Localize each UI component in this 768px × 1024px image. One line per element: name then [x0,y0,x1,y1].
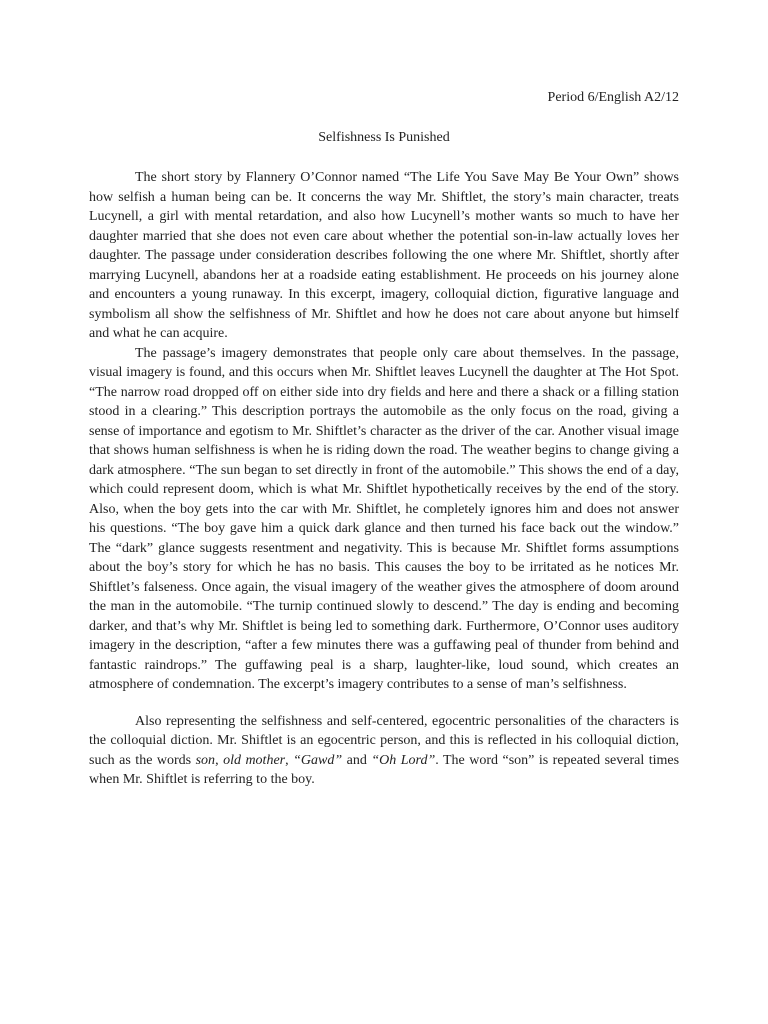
diction-separator: , [285,752,294,768]
course-header: Period 6/English A2/12 [547,90,679,105]
paragraph-diction [89,712,679,790]
diction-separator: and [342,752,372,768]
diction-term-son: son [195,752,216,768]
diction-outro-text: . The word “son” is repeated several times when Mr. Shiftlet is referring to the boy. [89,752,680,787]
diction-intro-text: Also representing the selfishness and self-centered, egocentric personalities of the characters is the colloquial diction. Mr. Shiftlet is an egocentric person, and this is reflected in his colloquial diction, such as the words [89,713,679,768]
essay-title: Selfishness Is Punished [318,130,450,145]
diction-term-oh-lord: “Oh Lord” [371,752,436,768]
paragraph-imagery: The passage’s imagery demonstrates that people only care about themselves. In the passage, visual imagery is found, and this occurs when Mr. Shiftlet leaves Lucynell the daughter at The Hot Spot. “The narrow road dropped off on either side into dry fields and here and there a shack or a filling station stood in a clearing.” This description portrays the automobile as the only focus on the road, giving a sense of importance and egotism to Mr. Shiftlet’s character as the driver of the car. Another visual image that shows human selfishness is when he is riding down the road. The weather begins to change giving a dark atmosphere. “The sun began to set directly in front of the automobile.” This shows the end of a day, which could represent doom, which is what Mr. Shiftlet hypothetically receives by the end of the story. Also, when the boy gets into the car with Mr. Shiftlet, he completely ignores him and does not answer his questions. “The boy gave him a quick dark glance and then turned his face back out the window.” The “dark” glance suggests resentment and negativity. This is because Mr. Shiftlet forms assumptions about the boy’s story for which he has no basis. This causes the boy to be irritated as he notices Mr. Shiftlet’s falseness. Once again, the visual imagery of the weather gives the atmosphere of doom around the man in the automobile. “The turnip continued slowly to descend.” The day is ending and becoming darker, and that’s why Mr. Shiftlet is being led to something dark. Furthermore, O’Connor uses auditory imagery in the description, “after a few minutes there was a guffawing peal of thunder from behind and fantastic raindrops.” The guffawing peal is a sharp, laughter-like, loud sound, which creates an atmosphere of condemnation. The excerpt’s imagery contributes to a sense of man’s selfishness. [89,345,679,692]
paragraph-gap [89,695,679,712]
diction-term-gawd: “Gawd” [293,752,343,768]
diction-separator: , [215,752,224,768]
essay-body [89,168,679,790]
paragraph-intro: The short story by Flannery O’Connor named “The Life You Save May Be Your Own” shows how selfish a human being can be. It concerns the way Mr. Shiftlet, the story’s main character, treats Lucynell, a girl with mental retardation, and also how Lucynell’s mother wants so much to have her daughter married that she does not even care about whether the potential son-in-law actually loves her daughter. The passage under consideration describes following the one where Mr. Shiftlet, shortly after marrying Lucynell, abandons her at a roadside eating establishment. He proceeds on his journey alone and encounters a young runaway. In this excerpt, imagery, colloquial diction, figurative language and symbolism all show the selfishness of Mr. Shiftlet and how he does not care about anyone but himself and what he can acquire. [89,170,679,341]
document-page [89,0,679,1024]
diction-term-old-mother: old mother [223,752,286,768]
